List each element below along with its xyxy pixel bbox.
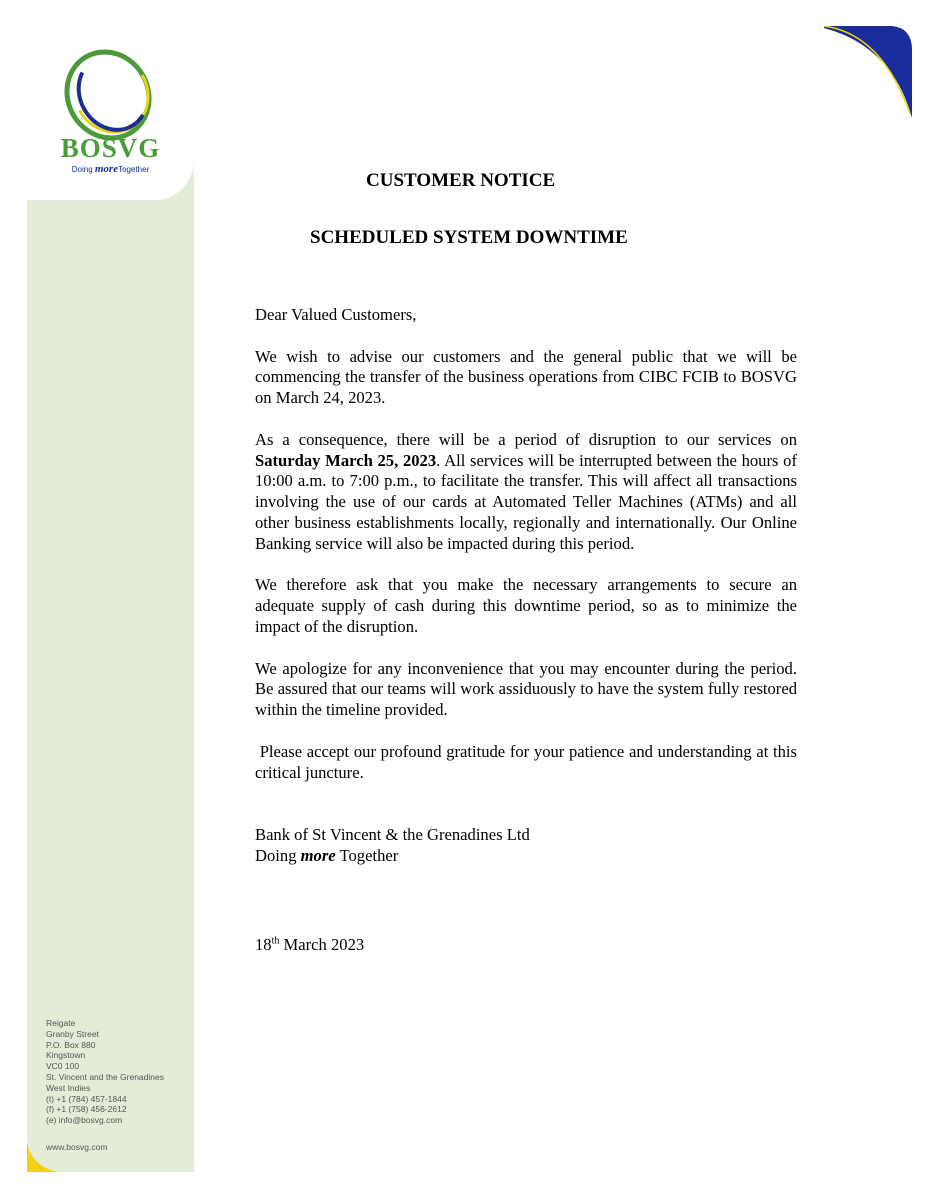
paragraph-arrangements: We therefore ask that you make the necessary arrangements to secure an adequate supply of cash during this downtime period, so as to minimize the impact of the disruption. — [255, 575, 797, 636]
paragraph-gratitude: Please accept our profound gratitude for your patience and understanding at this critical juncture. — [255, 741, 802, 782]
address-line: St. Vincent and the Grenadines — [46, 1071, 164, 1082]
logo-wordmark: BOSVG — [60, 133, 161, 163]
paragraph-disruption: As a consequence, there will be a period of disruption to our services on Saturday March 25, 2023. All services will be interrupted between the hours of 10:00 a.m. to 7:00 p.m., to facilitate the transfer. This will affect all transactions involving the use of our cards at Automated Teller Machines (ATMs) and all other business establishments locally, regionally and internationally. Our Online Banking service will also be impacted during this period. — [255, 429, 797, 553]
address-line: Reigate — [46, 1018, 76, 1028]
address-line: VC0 100 — [46, 1061, 80, 1072]
logo-tagline: Doing moreTogether — [71, 163, 150, 175]
notice-subtitle: SCHEDULED SYSTEM DOWNTIME — [310, 227, 628, 248]
address-fax: (f) +1 (758) 456-2612 — [46, 1104, 127, 1115]
signature-tagline: Doing more Together — [255, 845, 399, 865]
corner-swoosh-icon — [822, 26, 912, 118]
letter-body — [255, 305, 802, 867]
address-line: Granby Street — [46, 1028, 99, 1039]
letter-date: 18th March 2023 — [255, 935, 365, 954]
address-line: West Indies — [46, 1082, 91, 1093]
notice-title: CUSTOMER NOTICE — [366, 170, 556, 191]
paragraph-apology: We apologize for any inconvenience that you may encounter during the period. Be assured that our teams will work assiduously to have the system fully restored within the timeline provided. — [255, 658, 797, 720]
signature-bank-name: Bank of St Vincent & the Grenadines Ltd — [255, 824, 530, 844]
logo-card — [27, 27, 194, 200]
bosvg-logo-icon — [53, 45, 163, 145]
address-line: P.O. Box 880 — [46, 1039, 96, 1050]
signature-block — [255, 825, 797, 867]
website-link[interactable]: www.bosvg.com — [46, 1142, 108, 1152]
address-email: (e) info@bosvg.com — [46, 1115, 123, 1126]
address-phone: (t) +1 (784) 457-1844 — [46, 1093, 127, 1104]
paragraph-transfer: We wish to advise our customers and the general public that we will be commencing the transfer of the business operations from CIBC FCIB to BOSVG on March 24, 2023. — [255, 346, 797, 408]
address-line: Kingstown — [46, 1050, 86, 1061]
address-block — [46, 1018, 164, 1126]
salutation: Dear Valued Customers, — [255, 305, 417, 324]
